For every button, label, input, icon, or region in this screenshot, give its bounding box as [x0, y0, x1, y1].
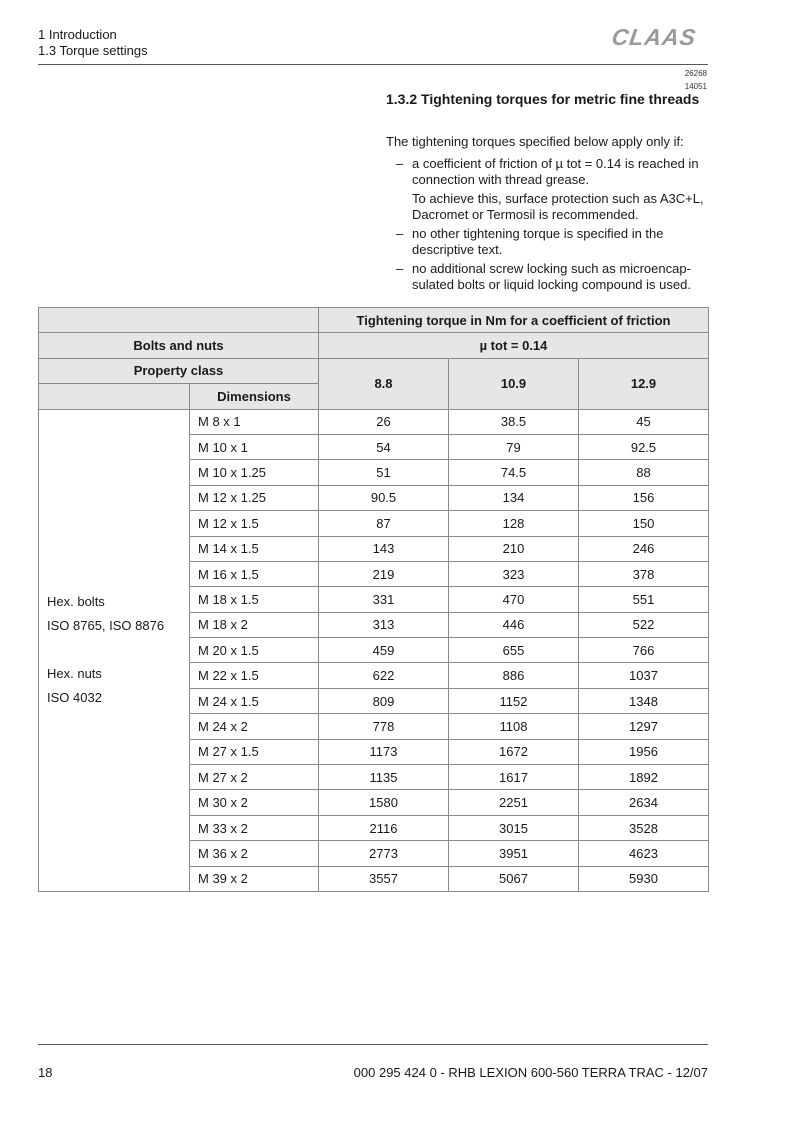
torque-12-9-cell: 1348 — [579, 688, 709, 713]
class-12-9-heading: 12.9 — [579, 358, 709, 409]
dimension-cell: M 30 x 2 — [190, 790, 319, 815]
dimension-cell: M 12 x 1.25 — [190, 485, 319, 510]
torque-10-9-cell: 3951 — [449, 841, 579, 866]
torque-8-8-cell: 219 — [319, 561, 449, 586]
torque-12-9-cell: 92.5 — [579, 434, 709, 459]
dash-bullet: – — [396, 156, 404, 171]
torque-8-8-cell: 87 — [319, 511, 449, 536]
class-8-8-heading: 8.8 — [319, 358, 449, 409]
header-chapter: 1 Introduction — [38, 27, 117, 42]
condition-text: a coefficient of friction of µ tot = 0.14 is reached in connection with thread grease. — [412, 156, 699, 187]
torque-8-8-cell: 622 — [319, 663, 449, 688]
torque-8-8-cell: 313 — [319, 612, 449, 637]
dimension-cell: M 24 x 2 — [190, 714, 319, 739]
torque-8-8-cell: 143 — [319, 536, 449, 561]
header-section: 1.3 Torque settings — [38, 43, 148, 58]
dimension-cell: M 27 x 2 — [190, 765, 319, 790]
dimension-cell: M 33 x 2 — [190, 815, 319, 840]
condition-text: no additional screw locking such as microencap-sulated bolts or liquid locking compound is used. — [412, 261, 691, 292]
torque-10-9-cell: 323 — [449, 561, 579, 586]
dimension-cell: M 18 x 1.5 — [190, 587, 319, 612]
torque-8-8-cell: 1580 — [319, 790, 449, 815]
torque-8-8-cell: 331 — [319, 587, 449, 612]
torque-10-9-cell: 79 — [449, 434, 579, 459]
intro-text: The tightening torques specified below apply only if: — [386, 134, 684, 149]
torque-12-9-cell: 246 — [579, 536, 709, 561]
section-title: 1.3.2 Tightening torques for metric fine threads — [386, 91, 700, 107]
bolts-label: Hex. bolts — [47, 594, 105, 610]
torque-12-9-cell: 5930 — [579, 866, 709, 891]
image-ref-top: 26268 — [684, 69, 707, 78]
page-number: 18 — [38, 1065, 53, 1080]
bolts-nuts-heading: Bolts and nuts — [39, 333, 319, 358]
claas-logo-text: CLAAS — [610, 24, 699, 50]
torque-8-8-cell: 90.5 — [319, 485, 449, 510]
dimension-cell: M 20 x 1.5 — [190, 638, 319, 663]
torque-10-9-cell: 210 — [449, 536, 579, 561]
header-row — [39, 308, 709, 333]
table-row — [39, 409, 709, 434]
torque-10-9-cell: 655 — [449, 638, 579, 663]
dimension-cell: M 8 x 1 — [190, 409, 319, 434]
torque-10-9-cell: 470 — [449, 587, 579, 612]
torque-8-8-cell: 51 — [319, 460, 449, 485]
torque-10-9-cell: 2251 — [449, 790, 579, 815]
torque-12-9-cell: 150 — [579, 511, 709, 536]
dimension-cell: M 36 x 2 — [190, 841, 319, 866]
dimension-cell: M 22 x 1.5 — [190, 663, 319, 688]
nuts-standard: ISO 4032 — [47, 690, 102, 706]
torque-8-8-cell: 778 — [319, 714, 449, 739]
torque-10-9-cell: 128 — [449, 511, 579, 536]
class-10-9-heading: 10.9 — [449, 358, 579, 409]
torque-12-9-cell: 522 — [579, 612, 709, 637]
torque-8-8-cell: 1135 — [319, 765, 449, 790]
dimension-cell: M 18 x 2 — [190, 612, 319, 637]
dimension-cell: M 14 x 1.5 — [190, 536, 319, 561]
torque-8-8-cell: 459 — [319, 638, 449, 663]
torque-10-9-cell: 1672 — [449, 739, 579, 764]
condition-item — [396, 156, 710, 223]
torque-8-8-cell: 1173 — [319, 739, 449, 764]
torque-12-9-cell: 156 — [579, 485, 709, 510]
dash-bullet: – — [396, 226, 404, 241]
dimension-cell: M 10 x 1 — [190, 434, 319, 459]
torque-8-8-cell: 26 — [319, 409, 449, 434]
torque-8-8-cell: 54 — [319, 434, 449, 459]
torque-12-9-cell: 45 — [579, 409, 709, 434]
blank-header-cell — [39, 384, 190, 409]
torque-12-9-cell: 551 — [579, 587, 709, 612]
torque-10-9-cell: 38.5 — [449, 409, 579, 434]
footer-rule — [38, 1044, 708, 1045]
torque-10-9-cell: 5067 — [449, 866, 579, 891]
nuts-label: Hex. nuts — [47, 666, 102, 682]
torque-12-9-cell: 4623 — [579, 841, 709, 866]
torque-table-body — [39, 409, 709, 891]
torque-12-9-cell: 1297 — [579, 714, 709, 739]
dimension-cell: M 27 x 1.5 — [190, 739, 319, 764]
image-ref-bottom: 14051 — [684, 82, 707, 91]
condition-note: To achieve this, surface protection such as A3C+L, Dacromet or Termosil is recommended. — [412, 191, 704, 222]
torque-table — [38, 307, 709, 892]
claas-logo — [603, 24, 709, 50]
friction-heading: µ tot = 0.14 — [319, 333, 709, 358]
dimensions-heading: Dimensions — [190, 384, 319, 409]
torque-10-9-cell: 1152 — [449, 688, 579, 713]
condition-item — [396, 226, 710, 258]
torque-8-8-cell: 2773 — [319, 841, 449, 866]
header-row — [39, 333, 709, 358]
condition-item — [396, 261, 710, 293]
torque-12-9-cell: 3528 — [579, 815, 709, 840]
torque-table-head — [39, 308, 709, 410]
group-spacer — [47, 638, 181, 662]
header-rule — [38, 64, 708, 65]
property-class-heading: Property class — [39, 358, 319, 383]
condition-text: no other tightening torque is specified in the descriptive text. — [412, 226, 664, 257]
torque-heading: Tightening torque in Nm for a coefficient of friction — [319, 308, 709, 333]
dimension-cell: M 39 x 2 — [190, 866, 319, 891]
torque-12-9-cell: 378 — [579, 561, 709, 586]
torque-10-9-cell: 134 — [449, 485, 579, 510]
torque-12-9-cell: 88 — [579, 460, 709, 485]
header-row — [39, 358, 709, 383]
torque-12-9-cell: 1037 — [579, 663, 709, 688]
document-reference: 000 295 424 0 - RHB LEXION 600-560 TERRA TRAC - 12/07 — [353, 1065, 708, 1080]
conditions-list — [396, 156, 710, 296]
torque-12-9-cell: 766 — [579, 638, 709, 663]
torque-10-9-cell: 74.5 — [449, 460, 579, 485]
torque-10-9-cell: 1108 — [449, 714, 579, 739]
fastener-group-cell — [39, 409, 190, 891]
torque-12-9-cell: 2634 — [579, 790, 709, 815]
torque-10-9-cell: 3015 — [449, 815, 579, 840]
bolts-standard: ISO 8765, ISO 8876 — [47, 618, 165, 634]
torque-8-8-cell: 3557 — [319, 866, 449, 891]
torque-8-8-cell: 809 — [319, 688, 449, 713]
dimension-cell: M 12 x 1.5 — [190, 511, 319, 536]
dash-bullet: – — [396, 261, 404, 276]
torque-10-9-cell: 1617 — [449, 765, 579, 790]
torque-10-9-cell: 446 — [449, 612, 579, 637]
torque-12-9-cell: 1956 — [579, 739, 709, 764]
blank-header-cell — [39, 308, 319, 333]
torque-8-8-cell: 2116 — [319, 815, 449, 840]
dimension-cell: M 10 x 1.25 — [190, 460, 319, 485]
torque-10-9-cell: 886 — [449, 663, 579, 688]
torque-12-9-cell: 1892 — [579, 765, 709, 790]
dimension-cell: M 16 x 1.5 — [190, 561, 319, 586]
dimension-cell: M 24 x 1.5 — [190, 688, 319, 713]
